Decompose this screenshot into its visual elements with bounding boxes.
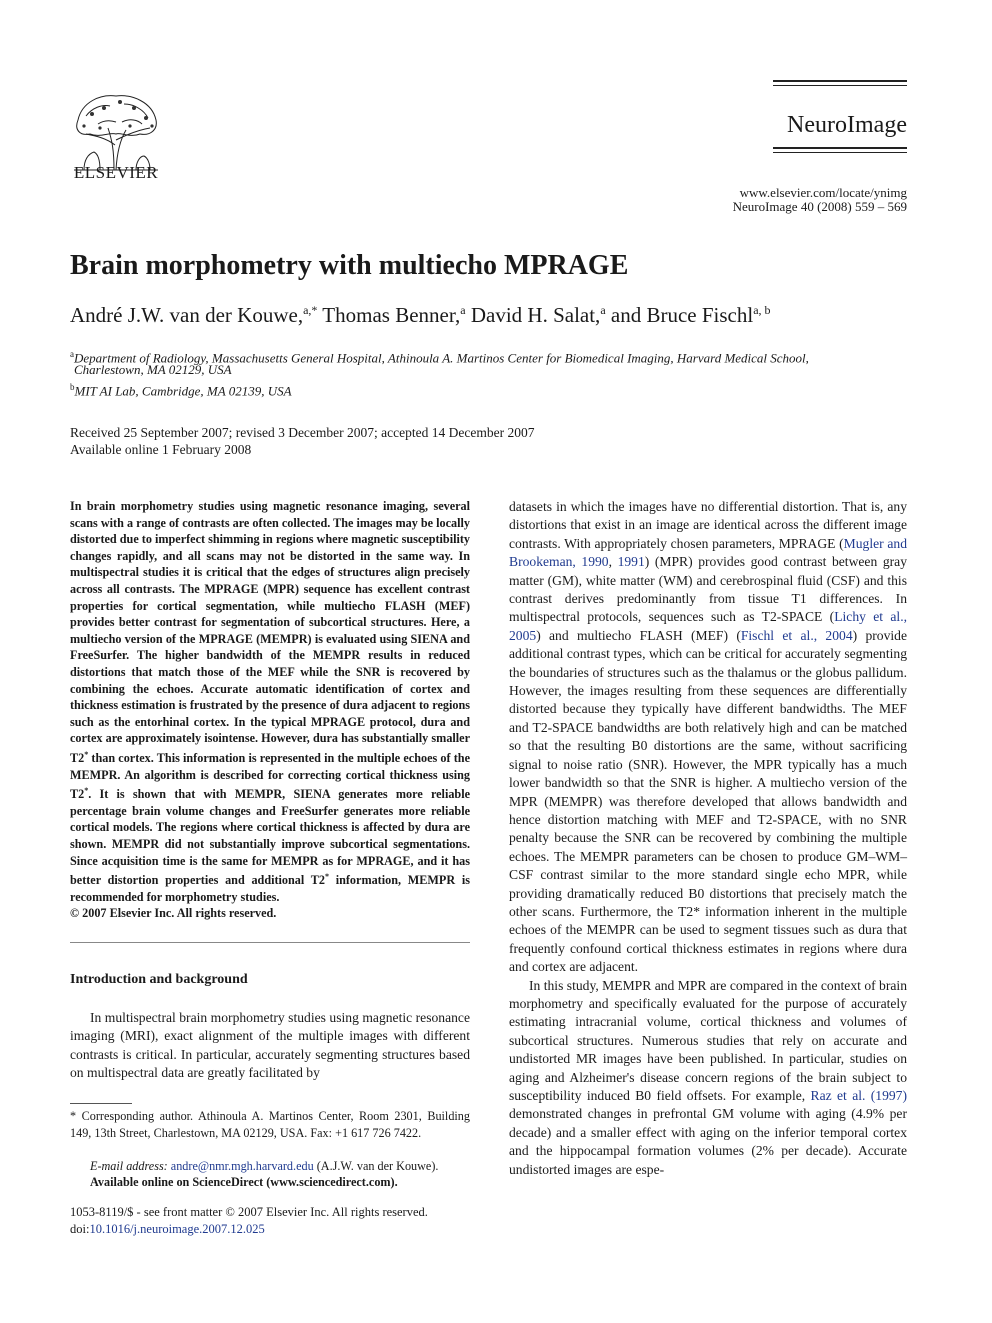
author-email-line <box>90 1158 438 1175</box>
abstract-copyright: © 2007 Elsevier Inc. All rights reserved. <box>70 906 277 921</box>
body-paragraph <box>509 498 907 977</box>
body-text: ) and multiecho FLASH (MEF) ( <box>536 627 741 643</box>
affiliation-text: MIT AI Lab, Cambridge, MA 02139, USA <box>74 383 292 399</box>
citation-link[interactable]: Raz et al. (1997) <box>810 1088 907 1103</box>
abstract-text: In brain morphometry studies using magnetic resonance imaging, several scans with a range of contrasts are often collected. The images may be locally distorted due to imperfect shimming in regions where magnetic susceptibility changes rapidly, and all scans may not be distorted in the same way. In multispectral studies it is critical that the edges of structures align precisely across all contrasts. The MPRAGE (MPR) sequence has excellent contrast properties for cortical segmentation, while multiecho FLASH (MEF) provides better contrast for segmentation of subcortical structures. Here, a multiecho version of the MPRAGE (MEMPR) is evaluated using SIENA and FreeSurfer. The higher bandwidth of the MEMPR results in reduced distortions that match those of the MEF while the SNR is recovered by combining the echoes. Accurate automatic identification of cortex and thickness estimation is frustrated by the presence of dura adjacent to regions such as the entorhinal cortex. In the typical MPRAGE protocol, dura and cortex are approximately isointense. However, dura has substantially smaller T2 <box>70 499 471 765</box>
author-name: and Bruce Fischl <box>605 303 754 327</box>
email-label: E-mail address: <box>90 1159 168 1173</box>
body-paragraph: In multispectral brain morphometry studies using magnetic resonance imaging (MRI), exact alignment of the multiple images with different contrasts is critical. In particular, accurately segmenting structures based on multispectral data are greatly facilitated by <box>70 1010 470 1081</box>
author-affil-mark: a <box>600 303 606 317</box>
body-text: ) provide additional contrast types, which can be critical for accurately segmenting the boundaries of structures such as the thalamus or the globus pallidum. However, the images resulting from these sequences are differentially distorted because they typically have different bandwidths. The MEF and T2-SPACE bandwidths are both relatively high and can be matched so that the resulting B0 distortions are the same, without sacrificing signal to noise ratio (SNR). However, the MPR typically has a much lower bandwidth so that the SNR is higher. A multiecho version of the MPR (MEMPR) was therefore developed that allows bandwidth and hence distortion matching with MEF and T2-SPACE, with no SNR penalty because the SNR can be recovered by combining the multiple echoes. The MEMPR parameters can be chosen to produce GM–WM–CSF contrast similar to the more standard single echo MPR, while providing dramatically reduced B0 distortions that precisely match the other scans. Furthermore, the T2* information inherent in the multiple echoes of the MEMPR can be used to segment tissues such as dura that frequently confound cortical thickness estimates in regions where dura and cortex are adjacent. <box>509 627 907 975</box>
author-name: Thomas Benner, <box>317 303 461 327</box>
journal-rule-bottom-thin <box>773 152 907 153</box>
journal-rule-top <box>773 80 907 82</box>
article-title: Brain morphometry with multiecho MPRAGE <box>70 250 629 281</box>
body-text: , <box>608 554 618 570</box>
doi-link[interactable]: 10.1016/j.neuroimage.2007.12.025 <box>89 1222 265 1236</box>
body-text: datasets in which the images have no differential distortion. That is, any distortions that exist in an image are identical across the different image contrasts. With appropriately chosen parameters, MPRAGE ( <box>509 499 907 551</box>
doi-label: doi: <box>70 1222 90 1236</box>
abstract-text: . It is shown that with MEMPR, SIENA generates more reliable percentage brain volume changes and FreeSurfer generates more reliable cortical models. The regions where cortical thickness is affected by dura are shown. MEMPR did not substantially improve subcortical segmentations. Since acquisition time is the same for MEMPR as for MPRAGE, and it has better distortion properties and additional T2 <box>70 787 470 888</box>
abstract-text: information, MEMPR is recommended for morphometry studies. <box>70 873 470 904</box>
intro-right-column <box>509 498 907 1179</box>
affiliation-text: Department of Radiology, Massachusetts General Hospital, Athinoula A. Martinos Center for Biomedical Imaging, Harvard Medical School, <box>74 350 809 366</box>
t2-star-mark: * <box>84 786 89 796</box>
body-paragraph <box>509 977 907 1179</box>
sciencedirect-note: Available online on ScienceDirect (www.sciencedirect.com). <box>90 1175 398 1189</box>
journal-rule-bottom <box>773 147 907 149</box>
footnote-rule <box>70 1103 132 1104</box>
citation-link[interactable]: 1991 <box>617 554 645 570</box>
author-affil-mark: a, b <box>753 303 771 317</box>
author-email-link[interactable]: andre@nmr.mgh.harvard.edu <box>170 1159 314 1173</box>
doi-line <box>70 1221 428 1238</box>
issn-block <box>70 1204 428 1238</box>
article-dates <box>70 424 534 458</box>
corresponding-author-note: * Corresponding author. Athinoula A. Martinos Center, Room 2301, Building 149, 13th Street, Charlestown, MA 02129, USA. Fax: +1 617 726 7422. <box>70 1109 470 1140</box>
publisher-name: ELSEVIER <box>73 163 159 182</box>
received-dates: Received 25 September 2007; revised 3 December 2007; accepted 14 December 2007 <box>70 425 535 440</box>
t2-star-mark: * <box>325 872 329 882</box>
author-affil-mark: a <box>460 303 466 317</box>
available-online-date: Available online 1 February 2008 <box>70 442 252 457</box>
journal-citation: NeuroImage 40 (2008) 559 – 569 <box>732 199 907 214</box>
affiliation-a-line2: Charlestown, MA 02129, USA <box>74 362 232 377</box>
email-owner: (A.J.W. van der Kouwe). <box>313 1159 439 1173</box>
citation-link[interactable]: Lichy et al., 2005 <box>509 609 907 643</box>
author-affil-mark: a,* <box>303 303 318 317</box>
author-name: David H. Salat, <box>465 303 601 327</box>
body-text: demonstrated changes in prefrontal GM volume with aging (4.9% per decade) and a smaller effect with aging on the inferior temporal cortex and the hippocampal formation volumes (2% per decade). Accurate undistorted images are espe- <box>509 1106 907 1177</box>
abstract-text: than cortex. This information is represented in the multiple echoes of the MEMPR. An algorithm is described for correcting cortical thickness using T2 <box>70 750 470 802</box>
journal-url[interactable]: www.elsevier.com/locate/ynimg <box>739 185 907 200</box>
affiliation-mark: a <box>70 349 74 359</box>
issn-line: 1053-8119/$ - see front matter © 2007 Elsevier Inc. All rights reserved. <box>70 1205 428 1219</box>
t2-star-mark: * <box>84 749 89 759</box>
abstract-divider <box>70 942 470 943</box>
body-text: In this study, MEMPR and MPR are compared in the context of brain morphometry and specifically evaluated for the purpose of accurately estimating intracranial volume, cortical thickness and volumes of subcortical structures. Numerous studies that rely on accurate and undistorted MR images have been published. In particular, studies on aging and Alzheimer's disease concern regions of the brain subject to susceptibility induced B0 field offsets. For example, <box>509 977 907 1103</box>
section-heading: Introduction and background <box>70 972 248 987</box>
affiliation-mark: b <box>70 382 75 392</box>
journal-rule-top-thin <box>773 85 907 86</box>
body-text: ) (MPR) provides good contrast between gray matter (GM), white matter (WM) and cerebrospinal fluid (CSF) and this contrast derives predominantly from tissue T1 differences. In multispectral protocols, sequences such as T2-SPACE ( <box>509 554 907 625</box>
author-list <box>70 303 771 328</box>
journal-name: NeuroImage <box>787 112 907 138</box>
affiliation-b <box>70 379 870 399</box>
intro-left-column <box>70 1009 470 1083</box>
citation-link[interactable]: Fischl et al., 2004 <box>740 627 853 643</box>
citation-link[interactable]: Mugler and Brookeman, 1990 <box>509 535 908 570</box>
abstract <box>70 498 470 922</box>
author-name: André J.W. van der Kouwe, <box>70 303 304 327</box>
